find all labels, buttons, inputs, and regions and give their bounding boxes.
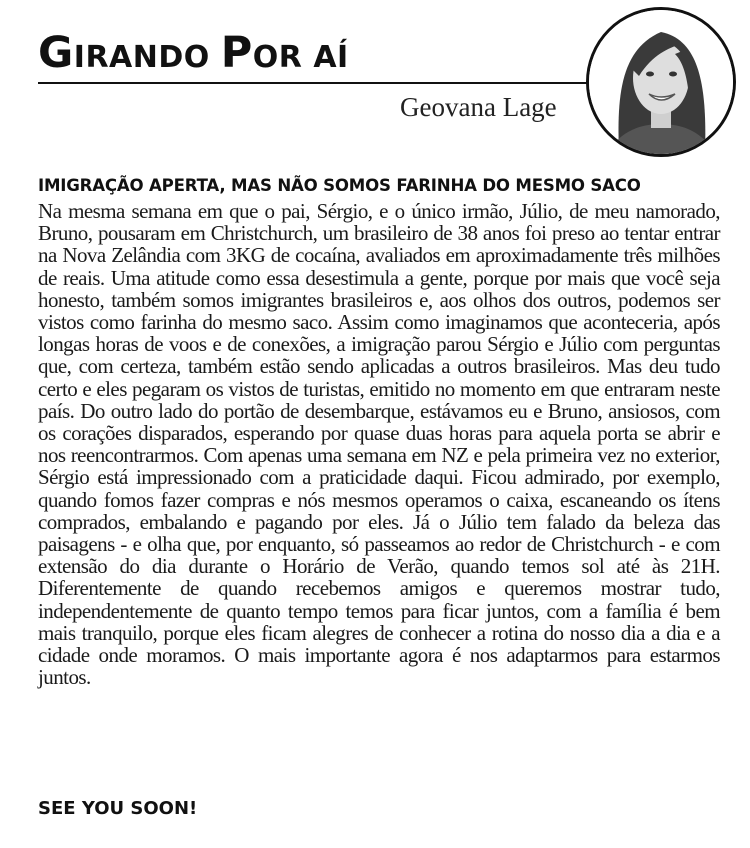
author-byline: Geovana Lage [400, 92, 557, 122]
column-title-word-1: IRANDO [73, 40, 210, 75]
column-title-initial-1: G [38, 28, 74, 78]
column-title-initial-2: P [220, 28, 253, 78]
column-title-word-2: OR AÍ [252, 40, 349, 75]
author-portrait-photo [586, 7, 736, 157]
article-body: Na mesma semana em que o pai, Sérgio, e o único irmão, Júlio, de meu namorado, Bruno, pousaram em Christchurch, um brasileiro de 38 anos foi preso ao tentar entrar na Nova Zelândia com 3KG de cocaína, avaliados em aproximadamente três milhões de reais. Uma atitude como essa desestimula a gente, porque por mais que você seja honesto, também somos imigrantes brasileiros e, aos olhos dos outros, podemos ser vistos como farinha do mesmo saco. Assim como imaginamos que aconteceria, após longas horas de voos e de conexões, a imigração parou Sérgio e Júlio com perguntas que, com certeza, também estão sendo aplicadas a outros brasileiros. Mas deu tudo certo e eles pegaram os vistos de turistas, emitido no momento em que entraram neste país. Do outro lado do portão de desembarque, estávamos eu e Bruno, ansiosos, com os corações disparados, esperando por quase duas horas para aquela porta se abrir e nos reencontrarmos. Com apenas uma semana em NZ e pela primeira vez no exterior, Sérgio está impressionado com a praticidade daqui. Ficou admirado, por exemplo, quando fomos fazer compras e nós mesmos operamos o caixa, escaneando os ítens comprados, embalando e pagando por eles. Já o Júlio tem falado da beleza das paisagens - e olha que, por enquanto, só passeamos ao redor de Christchurch - e com extensão do dia durante o Horário de Verão, quando temos sol até às 21H. Diferentemente de quando recebemos amigos e queremos mostrar tudo, independentemente de quanto tempo temos para ficar juntos, com a família é bem mais tranquilo, porque eles ficam alegres de conhecer a rotina do nosso dia a dia e a cidade onde moramos. O mais importante agora é nos adaptarmos para estarmos juntos. [38, 199, 720, 690]
article-signoff: SEE YOU SOON! [38, 798, 198, 819]
title-divider [38, 82, 598, 84]
column-title [38, 28, 349, 78]
portrait-illustration [589, 10, 733, 154]
article-headline: IMIGRAÇÃO APERTA, MAS NÃO SOMOS FARINHA DO MESMO SACO [38, 176, 641, 195]
